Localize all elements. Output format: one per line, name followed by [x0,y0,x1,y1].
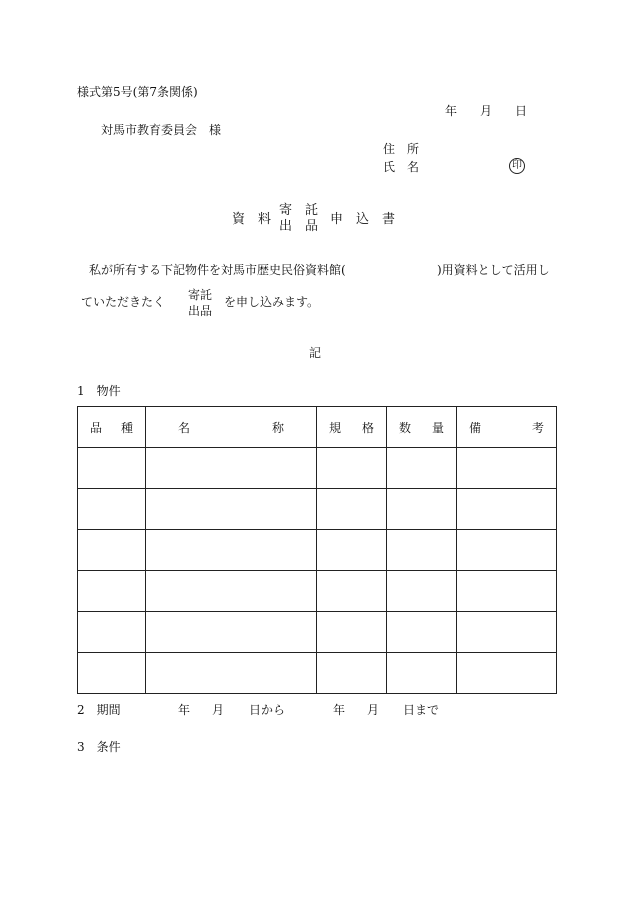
period-to-day: 日まで [403,703,440,717]
table-cell[interactable] [78,612,146,653]
header-kind: 品 種 [78,407,146,448]
table-row [78,612,557,653]
header-remarks: 備 考 [457,407,557,448]
section3-label: 3 条件 [77,740,121,754]
table-cell[interactable] [78,653,146,694]
address-label: 住 所 [383,142,420,156]
body-option-exhibit: 出品 [188,304,213,318]
table-cell[interactable] [457,612,557,653]
addressee: 対馬市教育委員会 様 [101,123,222,137]
title-left: 資 料 [232,212,272,227]
body-line2-end: を申し込みます。 [224,295,320,309]
table-cell[interactable] [317,489,387,530]
section1-label: 1 物件 [77,384,121,398]
table-cell[interactable] [317,612,387,653]
table-cell[interactable] [317,530,387,571]
table-cell[interactable] [78,489,146,530]
seal-mark: 印 [509,158,525,174]
table-cell[interactable] [457,530,557,571]
body-line1-start: 私が所有する下記物件を対馬市歴史民俗資料館( [89,263,346,277]
table-cell[interactable] [146,489,317,530]
date-year-label: 年 [445,104,458,118]
table-cell[interactable] [146,571,317,612]
title-right: 申 込 書 [330,212,396,227]
title-option-exhibit: 出 品 [279,219,319,234]
table-row [78,571,557,612]
header-name: 名 称 [146,407,317,448]
table-cell[interactable] [387,448,457,489]
table-cell[interactable] [387,571,457,612]
form-number: 様式第5号(第7条関係) [77,85,198,99]
header-spec: 規 格 [317,407,387,448]
table-row [78,530,557,571]
period-from-month: 月 [212,703,225,717]
title-option-stack [279,203,318,235]
section2-label: 2 期間 [77,703,121,717]
table-cell[interactable] [317,653,387,694]
table-header-row [78,407,557,448]
header-quantity: 数 量 [387,407,457,448]
table-row [78,653,557,694]
body-option-deposit: 寄託 [188,288,213,302]
date-month-label: 月 [480,104,493,118]
table-cell[interactable] [317,571,387,612]
table-cell[interactable] [457,448,557,489]
table-cell[interactable] [146,653,317,694]
name-label: 氏 名 [383,160,420,174]
table-cell[interactable] [457,653,557,694]
period-to-year: 年 [333,703,346,717]
table-cell[interactable] [146,448,317,489]
table-cell[interactable] [387,530,457,571]
body-line2-start: ていただきたく [81,295,166,309]
table-cell[interactable] [457,571,557,612]
period-from-year: 年 [178,703,191,717]
body-line1-end: )用資料として活用し [437,263,550,277]
ki-heading: 記 [309,346,322,360]
table-cell[interactable] [146,530,317,571]
table-cell[interactable] [78,448,146,489]
table-cell[interactable] [146,612,317,653]
table-cell[interactable] [457,489,557,530]
table-cell[interactable] [78,571,146,612]
date-day-label: 日 [515,104,528,118]
table-cell[interactable] [317,448,387,489]
table-cell[interactable] [387,489,457,530]
table-cell[interactable] [78,530,146,571]
items-table-body [78,448,557,694]
period-from-day: 日から [249,703,286,717]
table-row [78,489,557,530]
table-cell[interactable] [387,653,457,694]
table-cell[interactable] [387,612,457,653]
body-option-stack [188,287,212,319]
table-row [78,448,557,489]
title-option-deposit: 寄 託 [279,203,319,218]
period-to-month: 月 [367,703,380,717]
items-table [77,406,557,694]
